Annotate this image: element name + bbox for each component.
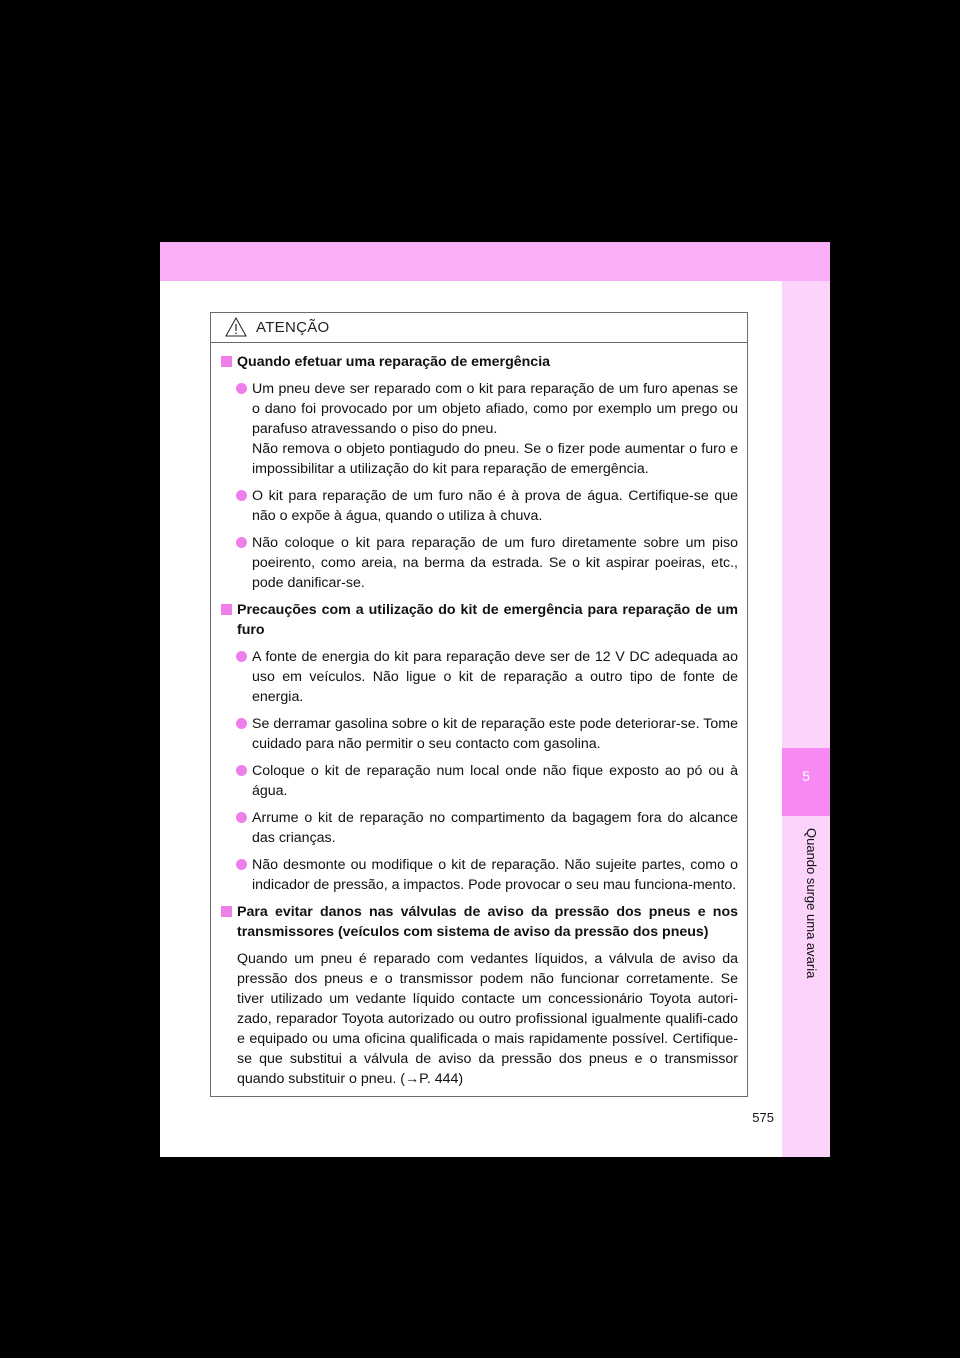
round-bullet-icon <box>236 490 247 501</box>
square-bullet-icon <box>221 356 232 367</box>
header-band <box>160 242 830 281</box>
section-heading: Para evitar danos nas válvulas de aviso da pressão dos pneus e nos transmissores (veículos com sistema de aviso da pressão dos pneus) <box>220 902 738 942</box>
chapter-number-box <box>782 748 830 816</box>
square-bullet-icon <box>221 604 232 615</box>
bullet-item: Não desmonte ou modifique o kit de reparação. Não sujeite partes, como o indicador de pressão, a impactos. Pode provocar o seu mau funciona-mento. <box>220 855 738 895</box>
section-heading: Precauções com a utilização do kit de emergência para reparação de um furo <box>220 600 738 640</box>
warning-triangle-icon <box>225 317 247 337</box>
round-bullet-icon <box>236 859 247 870</box>
chapter-number: 5 <box>802 768 810 784</box>
warning-title: ATENÇÃO <box>256 319 330 336</box>
section-heading: Quando efetuar uma reparação de emergência <box>220 352 738 372</box>
page-number: 575 <box>752 1110 774 1125</box>
warning-header <box>211 313 747 343</box>
bullet-item: A fonte de energia do kit para reparação deve ser de 12 V DC adequada ao uso em veículos. Não ligue o kit de reparação a outro tipo de fonte de energia. <box>220 647 738 707</box>
square-bullet-icon <box>221 906 232 917</box>
round-bullet-icon <box>236 537 247 548</box>
bullet-item: Coloque o kit de reparação num local onde não fique exposto ao pó ou à água. <box>220 761 738 801</box>
bullet-item: Um pneu deve ser reparado com o kit para reparação de um furo apenas se o dano foi provocado por um objeto afiado, como por exemplo um prego ou parafuso atravessando o piso do pneu. Não remova o objeto pontiagudo do pneu. Se o fizer pode aumentar o furo e impossibilitar a utilização do kit para reparação de emergência. <box>220 379 738 479</box>
bullet-item: O kit para reparação de um furo não é à prova de água. Certifique-se que não o expõe à água, quando o utiliza à chuva. <box>220 486 738 526</box>
bullet-item: Arrume o kit de reparação no compartimento da bagagem fora do alcance das crianças. <box>220 808 738 848</box>
warning-box <box>210 312 748 1097</box>
bullet-item: Não coloque o kit para reparação de um furo diretamente sobre um piso poeirento, como areia, na berma da estrada. Se o kit aspirar poeiras, etc., pode danificar-se. <box>220 533 738 593</box>
chapter-title: Quando surge uma avaria <box>804 828 819 979</box>
round-bullet-icon <box>236 651 247 662</box>
round-bullet-icon <box>236 718 247 729</box>
section-paragraph: Quando um pneu é reparado com vedantes líquidos, a válvula de aviso da pressão dos pneus e o transmissor podem não funcionar corretamente. Se tiver utilizado um vedante líquido contacte um concessionário Toyota autori-zado, reparador Toyota autorizado ou outro profissional igualmente qualifi-cado e equipado ou uma oficina qualificada o mais rapidamente possível. Certifique-se que substitui a válvula de aviso da pressão dos pneus e o transmissor quando substituir o pneu. (→P. 444) <box>237 951 738 1087</box>
manual-page <box>160 242 830 1157</box>
round-bullet-icon <box>236 383 247 394</box>
bullet-item: Se derramar gasolina sobre o kit de reparação este pode deteriorar-se. Tome cuidado para não permitir o seu contacto com gasolina. <box>220 714 738 754</box>
warning-content <box>211 343 747 1089</box>
round-bullet-icon <box>236 765 247 776</box>
round-bullet-icon <box>236 812 247 823</box>
